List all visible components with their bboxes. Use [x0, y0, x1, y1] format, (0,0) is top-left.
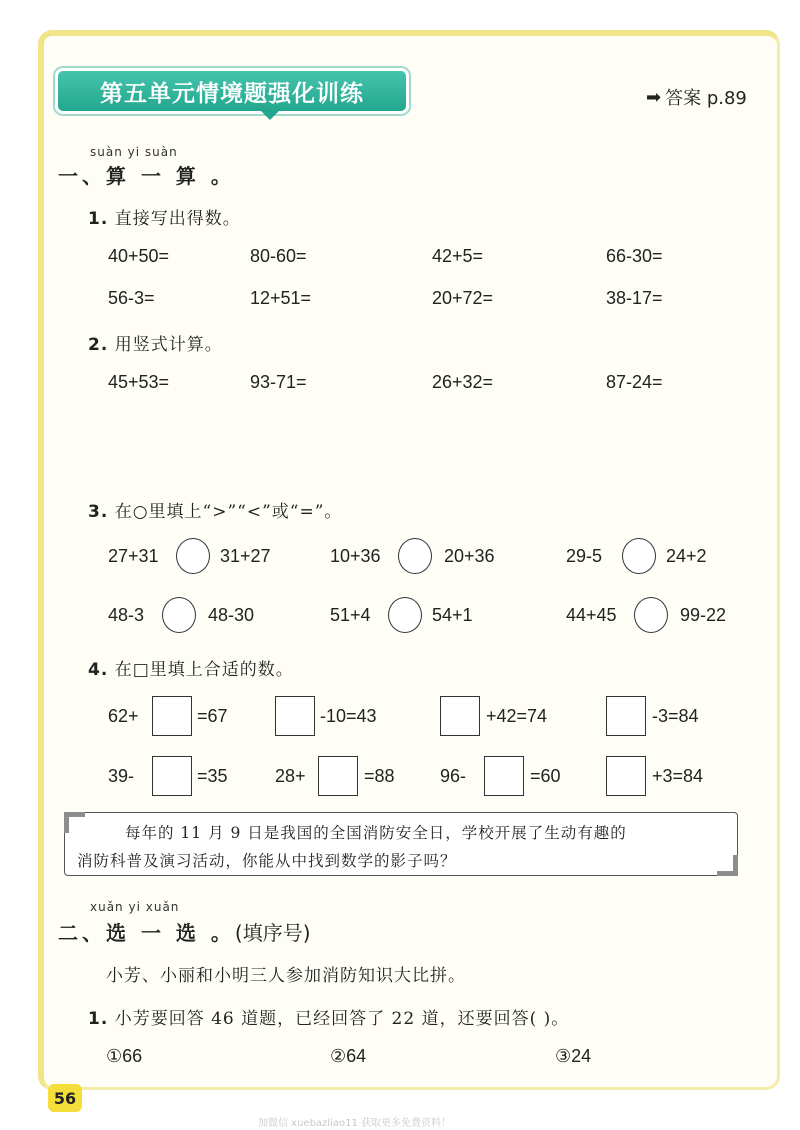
q1-expression: 42+5= — [432, 246, 484, 266]
compare-left: 10+36 — [330, 546, 381, 566]
fill-expression-before: 39- — [108, 766, 135, 786]
scenario-line-1: 每年的 11 月 9 日是我国的全国消防安全日，学校开展了生动有趣的 — [125, 824, 627, 842]
compare-left: 44+45 — [566, 605, 617, 625]
question-4 — [88, 655, 294, 680]
compare-answer-circle[interactable] — [398, 538, 432, 574]
q1-expression: 56-3= — [108, 288, 155, 308]
option-3[interactable]: ③24 — [555, 1046, 592, 1066]
q1-expression: 12+51= — [250, 288, 312, 308]
fill-expression-after: -10=43 — [320, 706, 377, 726]
section2-question-1-number: 1. — [88, 1009, 109, 1029]
fill-expression-after: -3=84 — [652, 706, 699, 726]
q1-expression: 66-30= — [606, 246, 663, 266]
scenario-line-2: 消防科普及演习活动，你能从中找到数学的影子吗？ — [77, 852, 457, 870]
compare-answer-circle[interactable] — [388, 597, 422, 633]
fill-expression-before: 62+ — [108, 706, 139, 726]
section2-question-1 — [88, 1004, 569, 1029]
question-3-number: 3. — [88, 502, 109, 522]
fill-expression-after: =60 — [530, 766, 561, 786]
compare-left: 29-5 — [566, 546, 603, 566]
question-2-number: 2. — [88, 335, 109, 355]
q1-expression: 20+72= — [432, 288, 494, 308]
page-number: 56 — [48, 1084, 82, 1112]
compare-right: 48-30 — [208, 605, 255, 625]
fill-answer-box[interactable] — [440, 696, 480, 736]
banner-tail — [258, 108, 282, 120]
fill-expression-after: =35 — [197, 766, 228, 786]
compare-left: 48-3 — [108, 605, 145, 625]
section1-pinyin: suàn yi suàn — [90, 145, 178, 159]
compare-left: 51+4 — [330, 605, 371, 625]
fill-answer-box[interactable] — [606, 696, 646, 736]
compare-right: 54+1 — [432, 605, 473, 625]
unit-title: 第五单元情境题强化训练 — [100, 80, 364, 107]
section2-note: (填序号) — [234, 921, 311, 945]
q2-expression: 26+32= — [432, 372, 494, 392]
fill-answer-box[interactable] — [275, 696, 315, 736]
fill-expression-before: 96- — [440, 766, 467, 786]
section2-title — [58, 917, 311, 946]
section2-pinyin: xuǎn yi xuǎn — [90, 900, 180, 914]
right-arrow-icon: ➡ — [646, 86, 662, 108]
question-1-text: 直接写出得数。 — [114, 209, 241, 229]
fill-answer-box[interactable] — [152, 696, 192, 736]
fill-answer-box[interactable] — [606, 756, 646, 796]
fill-expression-after: +42=74 — [486, 706, 548, 726]
unit-title-banner — [55, 68, 409, 114]
answer-reference — [646, 84, 747, 110]
fill-answer-box[interactable] — [152, 756, 192, 796]
scenario-box — [64, 812, 738, 876]
q1-expression: 80-60= — [250, 246, 307, 266]
question-2 — [88, 330, 223, 355]
q2-expression: 87-24= — [606, 372, 663, 392]
question-4-text: 在□里填上合适的数。 — [114, 660, 294, 680]
fill-expression-before: 28+ — [275, 766, 306, 786]
fill-answer-box[interactable] — [318, 756, 358, 796]
answer-page-text: 答案 p.89 — [665, 88, 747, 109]
fill-expression-after: =67 — [197, 706, 228, 726]
compare-answer-circle[interactable] — [162, 597, 196, 633]
compare-answer-circle[interactable] — [176, 538, 210, 574]
fill-answer-box[interactable] — [484, 756, 524, 796]
question-2-text: 用竖式计算。 — [114, 335, 223, 355]
section1-title: 一、算 一 算 。 — [58, 164, 235, 188]
section2-intro: 小芳、小丽和小明三人参加消防知识大比拼。 — [106, 966, 466, 986]
compare-answer-circle[interactable] — [634, 597, 668, 633]
compare-right: 20+36 — [444, 546, 495, 566]
compare-right: 99-22 — [680, 605, 727, 625]
q1-expression: 38-17= — [606, 288, 663, 308]
q2-expression: 93-71= — [250, 372, 307, 392]
compare-answer-circle[interactable] — [622, 538, 656, 574]
compare-right: 24+2 — [666, 546, 707, 566]
compare-left: 27+31 — [108, 546, 159, 566]
section2-title-text: 二、选 一 选 。 — [58, 921, 235, 945]
q1-expression: 40+50= — [108, 246, 170, 266]
question-1-number: 1. — [88, 209, 109, 229]
watermark-text: 加微信 xuebazliao11 获取更多免费资料！ — [258, 1118, 452, 1129]
compare-right: 31+27 — [220, 546, 271, 566]
q2-expression: 45+53= — [108, 372, 170, 392]
question-3-text: 在○里填上“>”“<”或“=”。 — [114, 502, 343, 522]
section2-question-1-text: 小芳要回答 46 道题，已经回答了 22 道，还要回答( )。 — [114, 1009, 570, 1029]
question-4-number: 4. — [88, 660, 109, 680]
fill-expression-after: +3=84 — [652, 766, 704, 786]
fill-expression-after: =88 — [364, 766, 395, 786]
option-1[interactable]: ①66 — [106, 1046, 143, 1066]
question-3 — [88, 497, 342, 522]
question-1 — [88, 204, 241, 229]
option-2[interactable]: ②64 — [330, 1046, 367, 1066]
